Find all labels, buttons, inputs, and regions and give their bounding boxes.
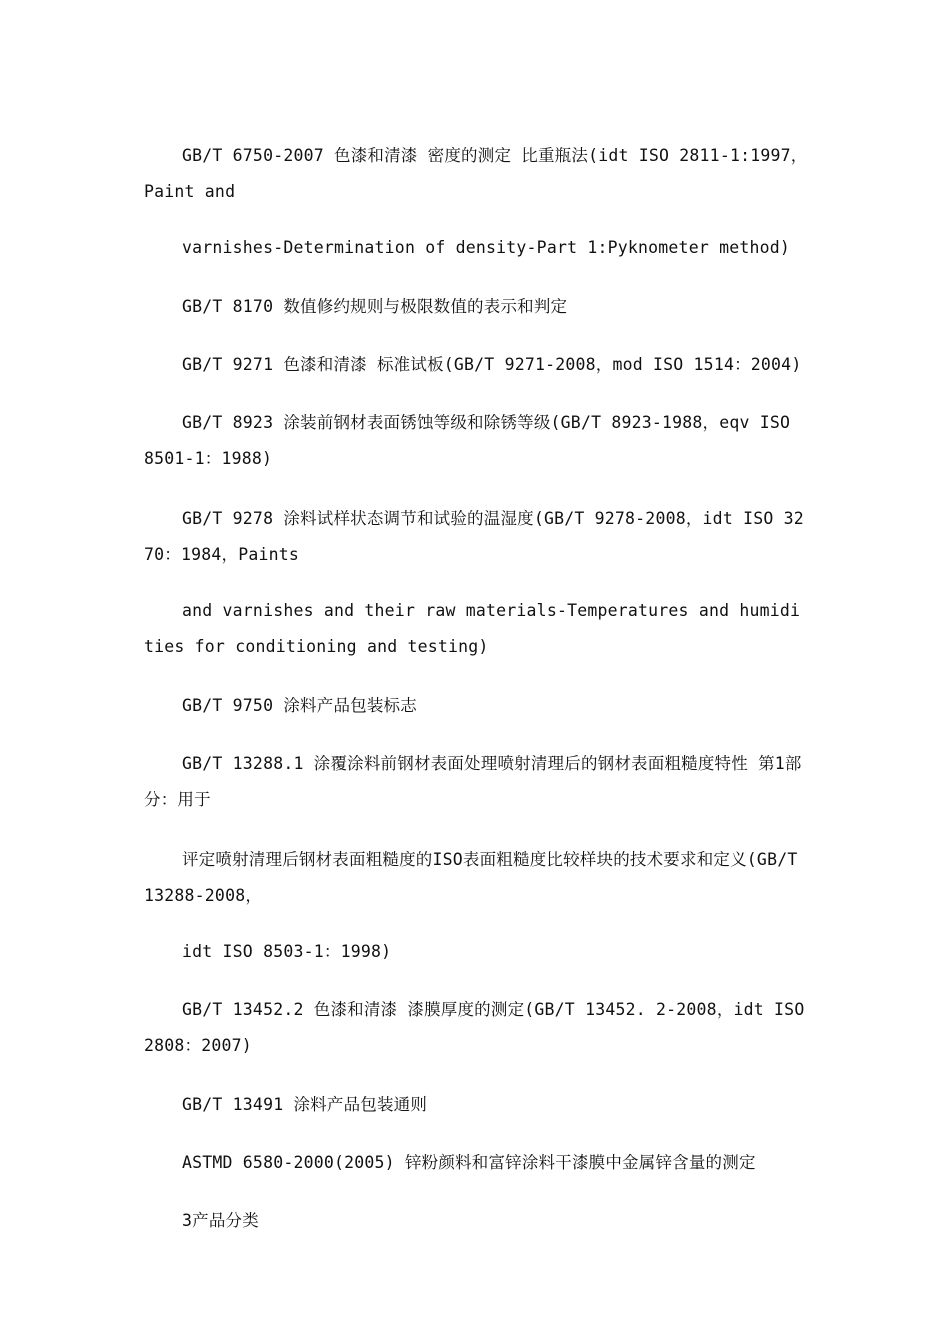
reference-gbt-8923: GB/T 8923 涂装前钢材表面锈蚀等级和除锈等级(GB/T 8923-1988，eqv ISO 8501-1：1988) bbox=[144, 412, 801, 468]
reference-gbt-9750: GB/T 9750 涂料产品包装标志 bbox=[182, 695, 417, 715]
reference-gbt-13288-1-continued: 评定喷射清理后钢材表面粗糙度的ISO表面粗糙度比较样块的技术要求和定义(GB/T 13288-2008， bbox=[144, 849, 808, 905]
reference-gbt-13452-2: GB/T 13452.2 色漆和清漆 漆膜厚度的测定(GB/T 13452. 2-2008，idt ISO 2808：2007) bbox=[144, 999, 815, 1055]
reference-gbt-13288-1-iso: idt ISO 8503-1：1998) bbox=[182, 941, 392, 961]
reference-gbt-9278-continued: and varnishes and their raw materials-Temperatures and humidities for conditioning and testing) bbox=[144, 600, 801, 656]
reference-astmd-6580: ASTMD 6580-2000(2005) 锌粉颜料和富锌涂料干漆膜中金属锌含量的测定 bbox=[182, 1152, 756, 1172]
reference-gbt-13288-1: GB/T 13288.1 涂覆涂料前钢材表面处理喷射清理后的钢材表面粗糙度特性 第1部分：用于 bbox=[144, 753, 802, 809]
section-heading-product-classification: 3产品分类 bbox=[182, 1210, 259, 1230]
reference-gbt-6750: GB/T 6750-2007 色漆和清漆 密度的测定 比重瓶法(idt ISO 2811-1:1997，Paint and bbox=[144, 145, 808, 201]
reference-gbt-13491: GB/T 13491 涂料产品包装通则 bbox=[182, 1094, 428, 1114]
reference-gbt-9271: GB/T 9271 色漆和清漆 标准试板(GB/T 9271-2008，mod ISO 1514：2004) bbox=[182, 354, 802, 374]
reference-gbt-8170: GB/T 8170 数值修约规则与极限数值的表示和判定 bbox=[182, 296, 568, 316]
reference-gbt-6750-continued: varnishes-Determination of density-Part 1:Pyknometer method) bbox=[182, 237, 791, 257]
reference-gbt-9278: GB/T 9278 涂料试样状态调节和试验的温湿度(GB/T 9278-2008，idt ISO 3270：1984，Paints bbox=[144, 508, 804, 564]
